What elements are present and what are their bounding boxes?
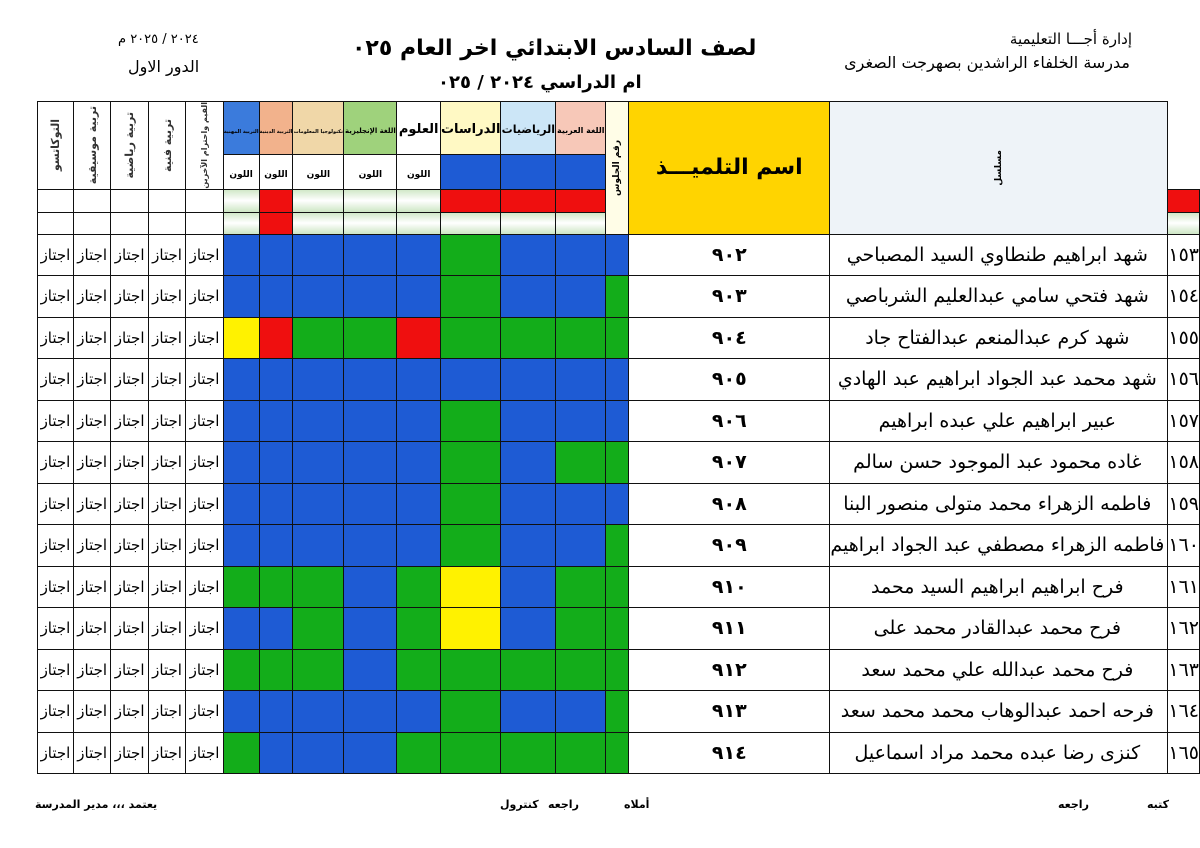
legend-cell [186, 189, 223, 212]
grade-cell: اجتاز [186, 566, 223, 608]
result-color-cell [344, 276, 397, 318]
result-color-cell [344, 483, 397, 525]
result-color-cell [556, 691, 606, 733]
col-header-arabic: اللغة العربية [556, 102, 606, 155]
result-color-cell [501, 732, 556, 774]
serial-number: ١٦٣ [1168, 649, 1200, 691]
grade-cell: اجتاز [111, 442, 148, 484]
result-color-cell [440, 400, 501, 442]
result-color-cell [293, 359, 344, 401]
grade-cell: اجتاز [73, 732, 110, 774]
result-color-cell [223, 276, 259, 318]
color-label: اللون [259, 154, 293, 189]
col-header-sports: تربية رياضية [111, 102, 148, 190]
result-color-cell [501, 483, 556, 525]
grade-cell: اجتاز [38, 234, 74, 276]
result-color-cell [293, 608, 344, 650]
table-row [38, 649, 1200, 691]
serial-number: ١٦٠ [1168, 525, 1200, 567]
result-color-cell [344, 649, 397, 691]
grade-cell: اجتاز [186, 317, 223, 359]
school-name: مدرسة الخلفاء الراشدين بصهرجت الصغرى [844, 53, 1130, 72]
result-color-cell [440, 234, 501, 276]
result-color-cell [397, 566, 441, 608]
grade-cell: اجتاز [38, 525, 74, 567]
seat-number: ٩٠٥ [629, 359, 830, 401]
legend-cell [111, 189, 148, 212]
seat-number: ٩١٤ [629, 732, 830, 774]
footer-dictation: أملاه [624, 798, 650, 811]
result-color-cell [556, 400, 606, 442]
grade-cell: اجتاز [186, 276, 223, 318]
result-color-cell [606, 442, 629, 484]
result-color-cell [501, 525, 556, 567]
grade-cell: اجتاز [38, 359, 74, 401]
result-color-cell [397, 400, 441, 442]
table-row [38, 525, 1200, 567]
result-color-cell [293, 317, 344, 359]
legend-cell [293, 189, 344, 212]
grade-cell: اجتاز [186, 691, 223, 733]
result-color-cell [259, 649, 293, 691]
table-row [38, 732, 1200, 774]
grade-cell: اجتاز [111, 649, 148, 691]
result-color-cell [223, 400, 259, 442]
student-name: كنزى رضا عبده محمد مراد اسماعيل [830, 732, 1168, 774]
grade-cell: اجتاز [186, 732, 223, 774]
grade-cell: اجتاز [38, 276, 74, 318]
legend-cell [556, 212, 606, 234]
col-header-religion: التربية الدينية [259, 102, 293, 155]
grade-cell: اجتاز [186, 608, 223, 650]
grade-cell: اجتاز [186, 234, 223, 276]
result-color-cell [501, 359, 556, 401]
grade-cell: اجتاز [38, 566, 74, 608]
result-color-cell [556, 566, 606, 608]
grade-cell: اجتاز [73, 483, 110, 525]
legend-cell [259, 189, 293, 212]
grade-cell: اجتاز [148, 732, 185, 774]
result-color-cell [259, 234, 293, 276]
seat-number: ٩٠٤ [629, 317, 830, 359]
seat-number: ٩١٢ [629, 649, 830, 691]
result-color-cell [440, 649, 501, 691]
result-color-cell [440, 442, 501, 484]
legend-cell [397, 212, 441, 234]
table-row [38, 234, 1200, 276]
seat-number: ٩٠٢ [629, 234, 830, 276]
student-name: شهد فتحي سامي عبدالعليم الشرباصي [830, 276, 1168, 318]
serial-number: ١٥٣ [1168, 234, 1200, 276]
serial-number: ١٦٥ [1168, 732, 1200, 774]
grade-cell: اجتاز [38, 732, 74, 774]
result-color-cell [344, 442, 397, 484]
legend-cell [440, 212, 501, 234]
grade-cell: اجتاز [148, 276, 185, 318]
grade-cell: اجتاز [38, 317, 74, 359]
result-color-cell [259, 732, 293, 774]
color-label: اللون [223, 154, 259, 189]
result-color-cell [223, 691, 259, 733]
grade-cell: اجتاز [148, 649, 185, 691]
result-color-cell [556, 234, 606, 276]
grade-cell: اجتاز [111, 483, 148, 525]
result-color-cell [259, 317, 293, 359]
result-color-cell [501, 317, 556, 359]
grade-cell: اجتاز [111, 732, 148, 774]
result-color-cell [293, 566, 344, 608]
col-header-tokatsu: التوكاتسو [38, 102, 74, 190]
grade-cell: اجتاز [186, 359, 223, 401]
seat-number: ٩٠٧ [629, 442, 830, 484]
result-color-cell [259, 276, 293, 318]
result-color-cell [397, 732, 441, 774]
result-color-cell [606, 649, 629, 691]
legend-cell [111, 212, 148, 234]
result-color-cell [501, 234, 556, 276]
grade-cell: اجتاز [148, 483, 185, 525]
grade-cell: اجتاز [111, 276, 148, 318]
legend-cell [501, 189, 556, 212]
result-color-cell [223, 525, 259, 567]
student-name: فرح محمد عبدالقادر محمد على [830, 608, 1168, 650]
footer-writer: كتبه [1147, 798, 1170, 811]
grade-cell: اجتاز [148, 691, 185, 733]
legend-cell [38, 212, 74, 234]
grade-cell: اجتاز [73, 525, 110, 567]
student-name: شهد محمد عبد الجواد ابراهيم عبد الهادي [830, 359, 1168, 401]
result-color-cell [397, 317, 441, 359]
result-color-cell [556, 317, 606, 359]
report-subtitle: ام الدراسي ٢٠٢٤ / ٠٢٥ [438, 72, 642, 93]
serial-number: ١٦٤ [1168, 691, 1200, 733]
result-color-cell [344, 234, 397, 276]
col-header-seat: رقم الجلوس [606, 102, 629, 235]
result-color-cell [223, 649, 259, 691]
grade-cell: اجتاز [38, 691, 74, 733]
table-row [38, 442, 1200, 484]
grade-cell: اجتاز [38, 442, 74, 484]
serial-number: ١٥٩ [1168, 483, 1200, 525]
footer-reviewer: راجعه [1058, 798, 1089, 811]
seat-number: ٩١٠ [629, 566, 830, 608]
color-cell [501, 154, 556, 189]
result-color-cell [606, 234, 629, 276]
grade-cell: اجتاز [111, 691, 148, 733]
result-color-cell [606, 276, 629, 318]
result-color-cell [440, 276, 501, 318]
result-color-cell [556, 732, 606, 774]
col-header-ict: تكنولوجيا المعلومات [293, 102, 344, 155]
result-color-cell [440, 359, 501, 401]
result-color-cell [397, 608, 441, 650]
grade-cell: اجتاز [73, 234, 110, 276]
result-color-cell [440, 525, 501, 567]
grade-cell: اجتاز [73, 276, 110, 318]
result-color-cell [556, 442, 606, 484]
result-color-cell [223, 732, 259, 774]
result-color-cell [259, 608, 293, 650]
footer-approve: يعتمد ،،، مدير المدرسة [35, 798, 158, 811]
grade-cell: اجتاز [73, 608, 110, 650]
col-header-serial: مسلسل [830, 102, 1168, 235]
result-color-cell [223, 566, 259, 608]
legend-cell [38, 189, 74, 212]
result-color-cell [606, 359, 629, 401]
grade-cell: اجتاز [111, 359, 148, 401]
result-color-cell [293, 234, 344, 276]
result-color-cell [606, 732, 629, 774]
result-color-cell [501, 276, 556, 318]
legend-cell [293, 212, 344, 234]
table-row [38, 566, 1200, 608]
result-color-cell [606, 317, 629, 359]
table-row [38, 400, 1200, 442]
legend-cell [501, 212, 556, 234]
admin-name: إدارة أجـــا التعليمية [1009, 30, 1132, 48]
result-color-cell [293, 442, 344, 484]
result-color-cell [259, 525, 293, 567]
grade-cell: اجتاز [73, 566, 110, 608]
result-color-cell [606, 400, 629, 442]
result-color-cell [259, 566, 293, 608]
color-cell [556, 154, 606, 189]
serial-number: ١٦١ [1168, 566, 1200, 608]
serial-number: ١٦٢ [1168, 608, 1200, 650]
color-label: اللون [397, 154, 441, 189]
legend-cell [344, 189, 397, 212]
result-color-cell [397, 234, 441, 276]
seat-number: ٩١١ [629, 608, 830, 650]
result-color-cell [397, 483, 441, 525]
legend-cell [1168, 212, 1200, 234]
grade-cell: اجتاز [111, 400, 148, 442]
grade-cell: اجتاز [38, 608, 74, 650]
color-cell [440, 154, 501, 189]
result-color-cell [397, 525, 441, 567]
legend-cell [186, 212, 223, 234]
serial-number: ١٥٦ [1168, 359, 1200, 401]
student-name: شهد ابراهيم طنطاوي السيد المصباحي [830, 234, 1168, 276]
result-color-cell [440, 608, 501, 650]
result-color-cell [440, 483, 501, 525]
table-row [38, 608, 1200, 650]
academic-year: ٢٠٢٤ / ٢٠٢٥ م [118, 32, 199, 47]
grade-cell: اجتاز [148, 442, 185, 484]
result-color-cell [501, 649, 556, 691]
grade-cell: اجتاز [73, 442, 110, 484]
result-color-cell [556, 276, 606, 318]
grade-cell: اجتاز [73, 649, 110, 691]
grade-cell: اجتاز [38, 400, 74, 442]
grade-cell: اجتاز [111, 608, 148, 650]
result-color-cell [293, 691, 344, 733]
result-color-cell [344, 525, 397, 567]
grade-cell: اجتاز [186, 442, 223, 484]
result-color-cell [556, 649, 606, 691]
col-header-art: تربية فنية [148, 102, 185, 190]
result-color-cell [293, 400, 344, 442]
result-color-cell [501, 566, 556, 608]
result-color-cell [344, 566, 397, 608]
grade-cell: اجتاز [111, 525, 148, 567]
col-header-math: الرياضيات [501, 102, 556, 155]
result-color-cell [556, 359, 606, 401]
student-name: غاده محمود عبد الموجود حسن سالم [830, 442, 1168, 484]
col-header-sub1: التربية المهنية [223, 102, 259, 155]
result-color-cell [293, 649, 344, 691]
result-color-cell [293, 276, 344, 318]
legend-cell [148, 189, 185, 212]
table-row [38, 276, 1200, 318]
result-color-cell [293, 525, 344, 567]
seat-number: ٩٠٨ [629, 483, 830, 525]
seat-number: ٩١٣ [629, 691, 830, 733]
grade-cell: اجتاز [73, 317, 110, 359]
result-color-cell [397, 442, 441, 484]
result-color-cell [344, 608, 397, 650]
result-color-cell [259, 359, 293, 401]
grade-cell: اجتاز [38, 649, 74, 691]
grade-cell: اجتاز [148, 359, 185, 401]
seat-number: ٩٠٣ [629, 276, 830, 318]
result-color-cell [344, 317, 397, 359]
result-color-cell [440, 691, 501, 733]
col-header-music: تربية موسيقية [73, 102, 110, 190]
result-color-cell [556, 483, 606, 525]
grade-cell: اجتاز [186, 525, 223, 567]
result-color-cell [501, 608, 556, 650]
result-color-cell [223, 359, 259, 401]
legend-cell [556, 189, 606, 212]
result-color-cell [259, 442, 293, 484]
report-title: لصف السادس الابتدائي اخر العام ٠٢٥ [352, 36, 757, 61]
exam-round: الدور الاول [128, 57, 200, 76]
student-name: فرح ابراهيم ابراهيم السيد محمد [830, 566, 1168, 608]
result-color-cell [344, 732, 397, 774]
student-name: شهد كرم عبدالمنعم عبدالفتاح جاد [830, 317, 1168, 359]
legend-cell [73, 189, 110, 212]
result-color-cell [259, 483, 293, 525]
grade-cell: اجتاز [111, 317, 148, 359]
footer-control: كنترول [500, 798, 539, 811]
result-color-cell [293, 732, 344, 774]
table-row [38, 691, 1200, 733]
result-color-cell [344, 359, 397, 401]
legend-cell [223, 189, 259, 212]
result-color-cell [397, 276, 441, 318]
color-label: اللون [293, 154, 344, 189]
result-color-cell [606, 608, 629, 650]
results-table [37, 101, 1200, 774]
color-label: اللون [344, 154, 397, 189]
grade-cell: اجتاز [148, 566, 185, 608]
grade-cell: اجتاز [186, 483, 223, 525]
col-header-values: القيم واحترام الآخرين [186, 102, 223, 190]
legend-cell [397, 189, 441, 212]
result-color-cell [344, 691, 397, 733]
result-color-cell [397, 359, 441, 401]
grade-cell: اجتاز [148, 525, 185, 567]
student-name: فاطمه الزهراء مصطفي عبد الجواد ابراهيم [830, 525, 1168, 567]
student-name: فرحه احمد عبدالوهاب محمد محمد سعد [830, 691, 1168, 733]
result-color-cell [606, 566, 629, 608]
result-color-cell [440, 732, 501, 774]
result-color-cell [606, 525, 629, 567]
serial-number: ١٥٧ [1168, 400, 1200, 442]
serial-number: ١٥٥ [1168, 317, 1200, 359]
result-color-cell [344, 400, 397, 442]
result-color-cell [606, 691, 629, 733]
col-header-english: اللغة الإنجليزية [344, 102, 397, 155]
result-color-cell [440, 317, 501, 359]
grade-cell: اجتاز [148, 608, 185, 650]
legend-cell [1168, 189, 1200, 212]
table-row [38, 317, 1200, 359]
result-color-cell [223, 234, 259, 276]
grade-cell: اجتاز [111, 566, 148, 608]
grade-cell: اجتاز [186, 400, 223, 442]
legend-cell [223, 212, 259, 234]
result-color-cell [606, 483, 629, 525]
serial-number: ١٥٨ [1168, 442, 1200, 484]
result-color-cell [440, 566, 501, 608]
grade-cell: اجتاز [73, 400, 110, 442]
result-color-cell [259, 400, 293, 442]
grade-cell: اجتاز [73, 691, 110, 733]
seat-number: ٩٠٩ [629, 525, 830, 567]
grade-cell: اجتاز [148, 317, 185, 359]
grade-cell: اجتاز [148, 234, 185, 276]
grade-cell: اجتاز [38, 483, 74, 525]
result-color-cell [397, 691, 441, 733]
grade-cell: اجتاز [148, 400, 185, 442]
result-color-cell [259, 691, 293, 733]
student-name: فاطمه الزهراء محمد متولى منصور البنا [830, 483, 1168, 525]
legend-cell [73, 212, 110, 234]
legend-cell [259, 212, 293, 234]
result-color-cell [501, 691, 556, 733]
result-color-cell [223, 317, 259, 359]
result-color-cell [223, 442, 259, 484]
legend-cell [148, 212, 185, 234]
table-row [38, 483, 1200, 525]
result-color-cell [397, 649, 441, 691]
result-color-cell [293, 483, 344, 525]
legend-cell [440, 189, 501, 212]
grade-cell: اجتاز [73, 359, 110, 401]
result-color-cell [556, 525, 606, 567]
table-row [38, 359, 1200, 401]
result-color-cell [223, 483, 259, 525]
student-name: فرح محمد عبدالله علي محمد سعد [830, 649, 1168, 691]
result-color-cell [556, 608, 606, 650]
grade-cell: اجتاز [111, 234, 148, 276]
footer-reviewer-2: راجعه [548, 798, 579, 811]
col-header-science: العلوم [397, 102, 441, 155]
col-header-studies: الدراسات [440, 102, 501, 155]
legend-cell [344, 212, 397, 234]
student-name: عبير ابراهيم علي عبده ابراهيم [830, 400, 1168, 442]
serial-number: ١٥٤ [1168, 276, 1200, 318]
result-color-cell [223, 608, 259, 650]
grade-cell: اجتاز [186, 649, 223, 691]
col-header-name: اسم التلميـــذ [629, 102, 830, 235]
result-color-cell [501, 442, 556, 484]
result-color-cell [501, 400, 556, 442]
seat-number: ٩٠٦ [629, 400, 830, 442]
